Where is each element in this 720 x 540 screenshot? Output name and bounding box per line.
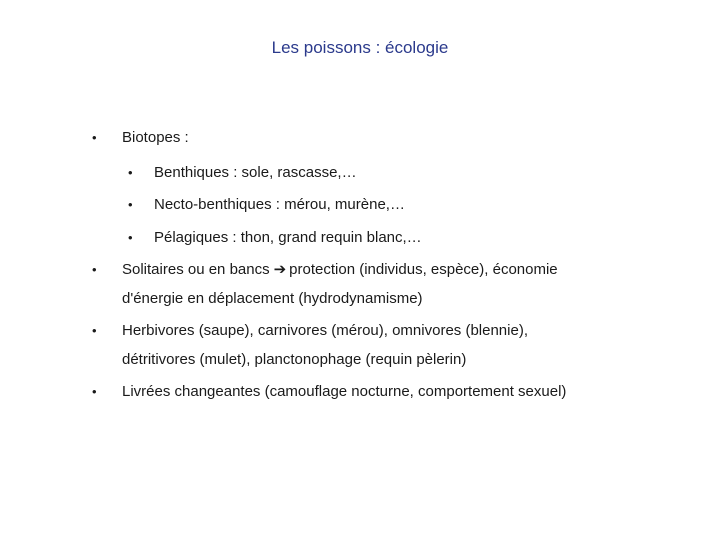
bullet-text-after-arrow: protection (individus, espèce), économie xyxy=(289,261,558,278)
bullet-text-before-arrow: Solitaires ou en bancs xyxy=(122,261,270,278)
bullet-text: Biotopes : xyxy=(122,129,189,146)
bullet-dot: • xyxy=(92,323,97,338)
bullet-dot: • xyxy=(128,197,133,212)
arrow-right-icon: ➔ xyxy=(273,261,287,278)
bullet-text: Livrées changeantes (camouflage nocturne, comportement sexuel) xyxy=(122,383,567,400)
bullet-continuation: détritivores (mulet), planctonophage (requin pèlerin) xyxy=(122,351,467,368)
bullet-text: Herbivores (saupe), carnivores (mérou), omnivores (blennie), xyxy=(122,322,528,339)
bullet-text xyxy=(122,260,558,280)
subbullet-text: Benthiques : sole, rascasse,… xyxy=(154,164,357,181)
subbullet-text: Necto-benthiques : mérou, murène,… xyxy=(154,196,405,213)
bullet-dot: • xyxy=(128,230,133,245)
bullet-continuation: d'énergie en déplacement (hydrodynamisme) xyxy=(122,290,423,307)
bullet-dot: • xyxy=(92,130,97,145)
slide-title: Les poissons : écologie xyxy=(271,38,449,57)
bullet-dot: • xyxy=(92,384,97,399)
bullet-dot: • xyxy=(128,165,133,180)
bullet-dot: • xyxy=(92,262,97,277)
subbullet-text: Pélagiques : thon, grand requin blanc,… xyxy=(154,229,422,246)
